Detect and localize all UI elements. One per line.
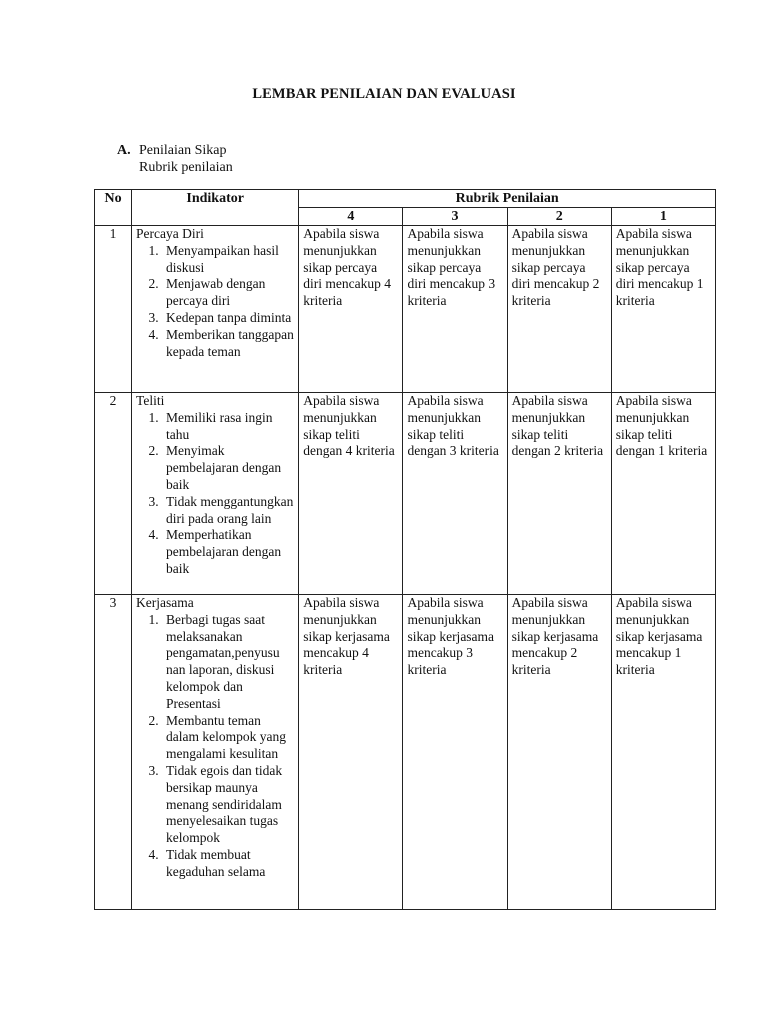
rubric-cell-4: Apabila siswa menunjukkan sikap kerjasama mencakup 4 kriteria (299, 595, 403, 910)
rubric-cell-3: Apabila siswa menunjukkan sikap kerjasama mencakup 3 kriteria (403, 595, 507, 910)
indicator-cell (132, 595, 299, 910)
rubric-cell-1: Apabila siswa menunjukkan sikap percaya diri mencakup 1 kriteria (611, 226, 715, 393)
rubric-cell-1: Apabila siswa menunjukkan sikap teliti dengan 1 kriteria (611, 393, 715, 595)
header-score-4: 4 (299, 208, 403, 226)
rubric-cell-3: Apabila siswa menunjukkan sikap teliti dengan 3 kriteria (403, 393, 507, 595)
table-row (95, 226, 716, 393)
criteria-item: 2. Menyimak pembelajaran dengan baik (162, 443, 294, 493)
criteria-item: 4. Memberikan tanggapan kepada teman (162, 327, 294, 361)
row-number: 2 (95, 393, 132, 595)
criteria-item: 1. Menyampaikan hasil diskusi (162, 243, 294, 277)
criteria-list (136, 243, 294, 361)
rubric-cell-2: Apabila siswa menunjukkan sikap percaya diri mencakup 2 kriteria (507, 226, 611, 393)
criteria-item: 3. Tidak menggantungkan diri pada orang lain (162, 494, 294, 528)
indicator-cell (132, 393, 299, 595)
criteria-item: 1. Memiliki rasa ingin tahu (162, 410, 294, 444)
header-score-3: 3 (403, 208, 507, 226)
header-score-2: 2 (507, 208, 611, 226)
table-row (95, 393, 716, 595)
row-number: 3 (95, 595, 132, 910)
table-row (95, 595, 716, 910)
criteria-item: 3. Tidak egois dan tidak bersikap maunya menang sendiridalam menyelesaikan tugas kelompok (162, 763, 294, 847)
indicator-title: Percaya Diri (136, 226, 204, 241)
rubric-cell-4: Apabila siswa menunjukkan sikap teliti dengan 4 kriteria (299, 393, 403, 595)
rubric-cell-4: Apabila siswa menunjukkan sikap percaya diri mencakup 4 kriteria (299, 226, 403, 393)
criteria-item: 3. Kedepan tanpa diminta (162, 310, 294, 327)
indicator-title: Teliti (136, 393, 165, 408)
section-heading: Penilaian Sikap (139, 143, 227, 158)
indicator-cell (132, 226, 299, 393)
rubric-cell-1: Apabila siswa menunjukkan sikap kerjasama mencakup 1 kriteria (611, 595, 715, 910)
header-rubric: Rubrik Penilaian (299, 190, 716, 208)
section-heading-line (117, 142, 233, 159)
section-subheading: Rubrik penilaian (139, 160, 233, 175)
section-a (117, 142, 233, 176)
section-letter: A. (117, 143, 131, 158)
header-score-1: 1 (611, 208, 715, 226)
criteria-item: 4. Memperhatikan pembelajaran dengan baik (162, 527, 294, 577)
rubric-cell-3: Apabila siswa menunjukkan sikap percaya diri mencakup 3 kriteria (403, 226, 507, 393)
rubric-cell-2: Apabila siswa menunjukkan sikap teliti dengan 2 kriteria (507, 393, 611, 595)
criteria-item: 2. Menjawab dengan percaya diri (162, 276, 294, 310)
rubric-cell-2: Apabila siswa menunjukkan sikap kerjasama mencakup 2 kriteria (507, 595, 611, 910)
header-indicator: Indikator (132, 190, 299, 226)
criteria-item: 2. Membantu teman dalam kelompok yang mengalami kesulitan (162, 713, 294, 763)
criteria-list (136, 612, 294, 881)
header-no: No (95, 190, 132, 226)
page-title: LEMBAR PENILAIAN DAN EVALUASI (252, 86, 516, 102)
criteria-list (136, 410, 294, 578)
indicator-title: Kerjasama (136, 595, 194, 610)
row-number: 1 (95, 226, 132, 393)
criteria-item: 4. Tidak membuat kegaduhan selama (162, 847, 294, 881)
criteria-item: 1. Berbagi tugas saat melaksanakan pengamatan,penyusu nan laporan, diskusi kelompok dan Presentasi (162, 612, 294, 713)
rubric-table (94, 189, 716, 910)
